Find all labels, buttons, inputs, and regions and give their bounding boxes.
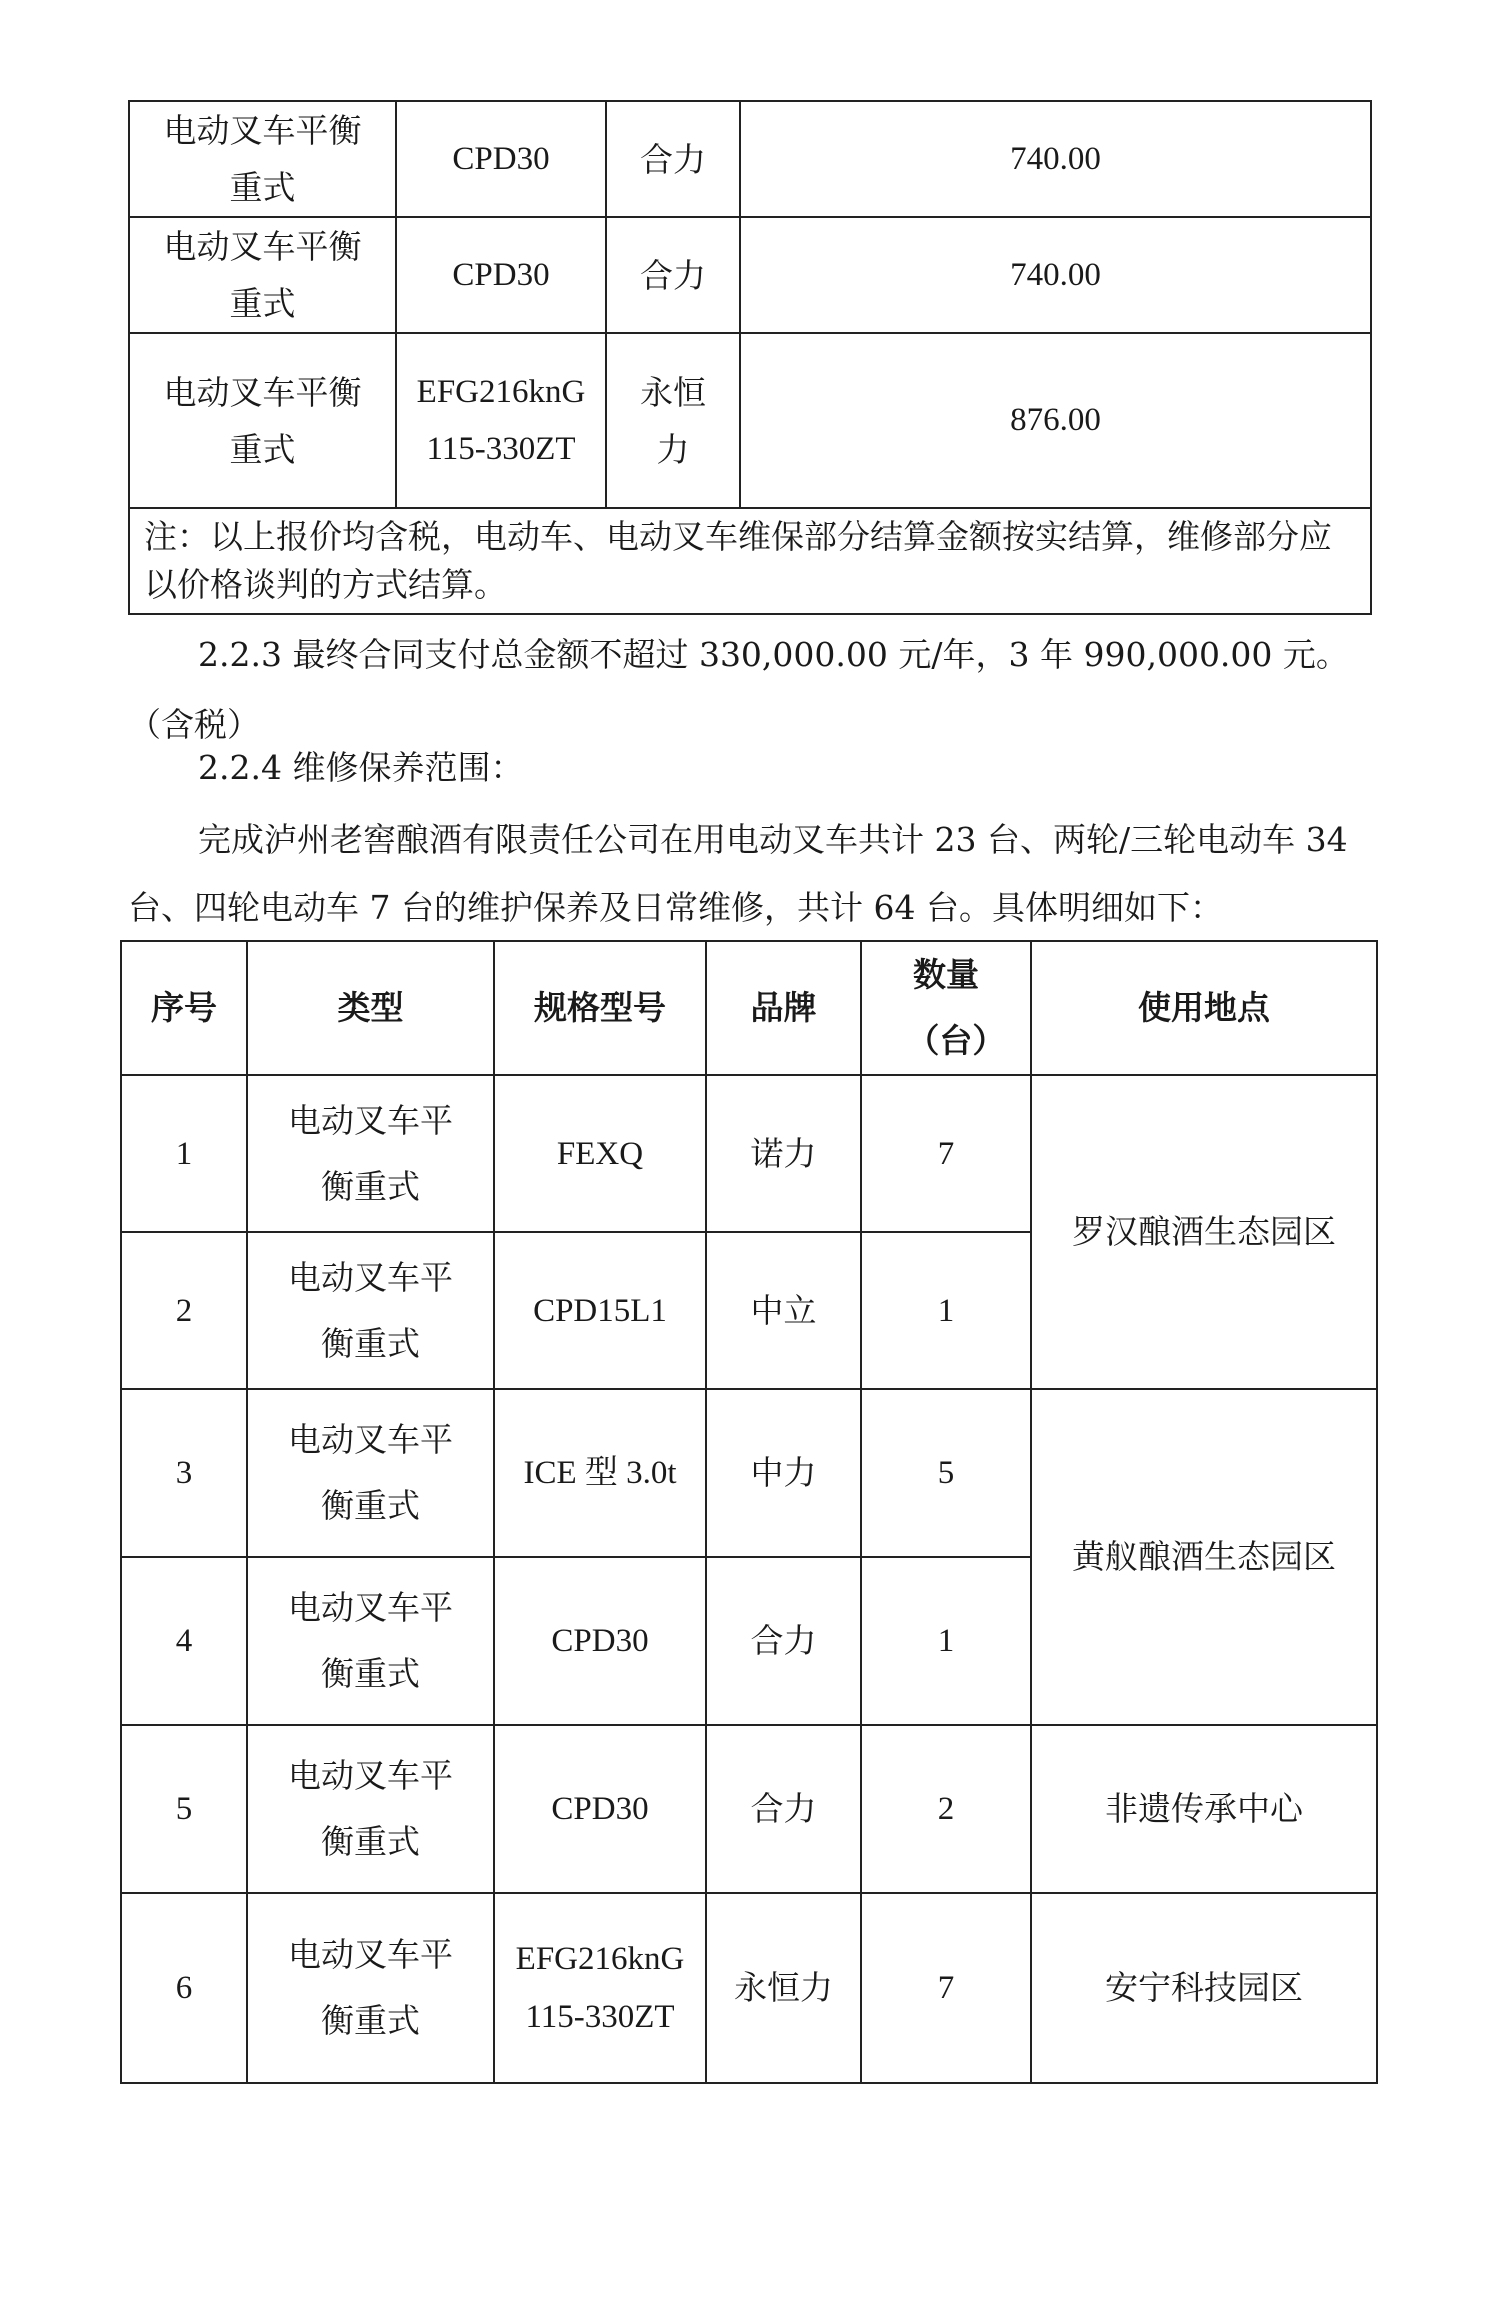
row-type: 电动叉车平衡重式: [247, 1893, 494, 2083]
row-model: ICE 型 3.0t: [494, 1389, 706, 1557]
row-location: 罗汉酿酒生态园区: [1031, 1075, 1377, 1389]
row-location: 非遗传承中心: [1031, 1725, 1377, 1893]
row-type: 电动叉车平衡重式: [247, 1725, 494, 1893]
price-model-cell: CPD30: [396, 101, 606, 217]
price-brand-cell: 永恒力: [606, 333, 740, 508]
table-row: [129, 333, 1371, 508]
table-row: [121, 1075, 1377, 1232]
header-qty: 数量（台）: [861, 941, 1031, 1075]
price-value-cell: 740.00: [740, 101, 1371, 217]
price-model-cell: CPD30: [396, 217, 606, 333]
row-qty: 7: [861, 1075, 1031, 1232]
row-no: 6: [121, 1893, 247, 2083]
row-qty: 1: [861, 1232, 1031, 1389]
table-row: [129, 508, 1371, 614]
row-no: 1: [121, 1075, 247, 1232]
table-row: [129, 101, 1371, 217]
price-type-cell: 电动叉车平衡重式: [129, 217, 396, 333]
price-type-cell: 电动叉车平衡重式: [129, 101, 396, 217]
price-value-cell: 740.00: [740, 217, 1371, 333]
paragraph-2-2-3: 2.2.3 最终合同支付总金额不超过 330,000.00 元/年，3 年 990,000.00 元。（含税）: [128, 635, 1349, 744]
row-model: CPD30: [494, 1557, 706, 1725]
row-model: FEXQ: [494, 1075, 706, 1232]
row-type: 电动叉车平衡重式: [247, 1232, 494, 1389]
row-no: 3: [121, 1389, 247, 1557]
row-type: 电动叉车平衡重式: [247, 1557, 494, 1725]
row-brand: 中立: [706, 1232, 861, 1389]
row-location: 安宁科技园区: [1031, 1893, 1377, 2083]
price-value-cell: 876.00: [740, 333, 1371, 508]
price-brand-cell: 合力: [606, 217, 740, 333]
row-no: 2: [121, 1232, 247, 1389]
price-note: 注：以上报价均含税，电动车、电动叉车维保部分结算金额按实结算，维修部分应以价格谈判的方式结算。: [129, 508, 1371, 614]
row-brand: 合力: [706, 1557, 861, 1725]
header-no: 序号: [121, 941, 247, 1075]
table-row: [121, 1725, 1377, 1893]
row-type: 电动叉车平衡重式: [247, 1389, 494, 1557]
price-brand-cell: 合力: [606, 101, 740, 217]
header-model: 规格型号: [494, 941, 706, 1075]
row-no: 5: [121, 1725, 247, 1893]
price-table: [128, 100, 1372, 615]
header-type: 类型: [247, 941, 494, 1075]
table-row: [129, 217, 1371, 333]
equipment-table: [120, 940, 1378, 2084]
paragraph-2-2-4: 2.2.4 维修保养范围：: [198, 748, 524, 787]
row-qty: 1: [861, 1557, 1031, 1725]
header-brand: 品牌: [706, 941, 861, 1075]
table-row: [121, 1389, 1377, 1557]
row-brand: 中力: [706, 1389, 861, 1557]
row-model: CPD30: [494, 1725, 706, 1893]
row-qty: 2: [861, 1725, 1031, 1893]
table-row: [121, 1893, 1377, 2083]
row-model: EFG216knG115-330ZT: [494, 1893, 706, 2083]
row-no: 4: [121, 1557, 247, 1725]
row-qty: 5: [861, 1389, 1031, 1557]
row-brand: 诺力: [706, 1075, 861, 1232]
row-type: 电动叉车平衡重式: [247, 1075, 494, 1232]
row-model: CPD15L1: [494, 1232, 706, 1389]
paragraph-scope: 完成泸州老窖酿酒有限责任公司在用电动叉车共计 23 台、两轮/三轮电动车 34 台、四轮电动车 7 台的维护保养及日常维修，共计 64 台。具体明细如下：: [128, 820, 1348, 927]
price-model-cell: EFG216knG115-330ZT: [396, 333, 606, 508]
row-location: 黄舣酿酒生态园区: [1031, 1389, 1377, 1725]
header-location: 使用地点: [1031, 941, 1377, 1075]
row-brand: 合力: [706, 1725, 861, 1893]
row-brand: 永恒力: [706, 1893, 861, 2083]
table-header-row: [121, 941, 1377, 1075]
row-qty: 7: [861, 1893, 1031, 2083]
price-type-cell: 电动叉车平衡重式: [129, 333, 396, 508]
